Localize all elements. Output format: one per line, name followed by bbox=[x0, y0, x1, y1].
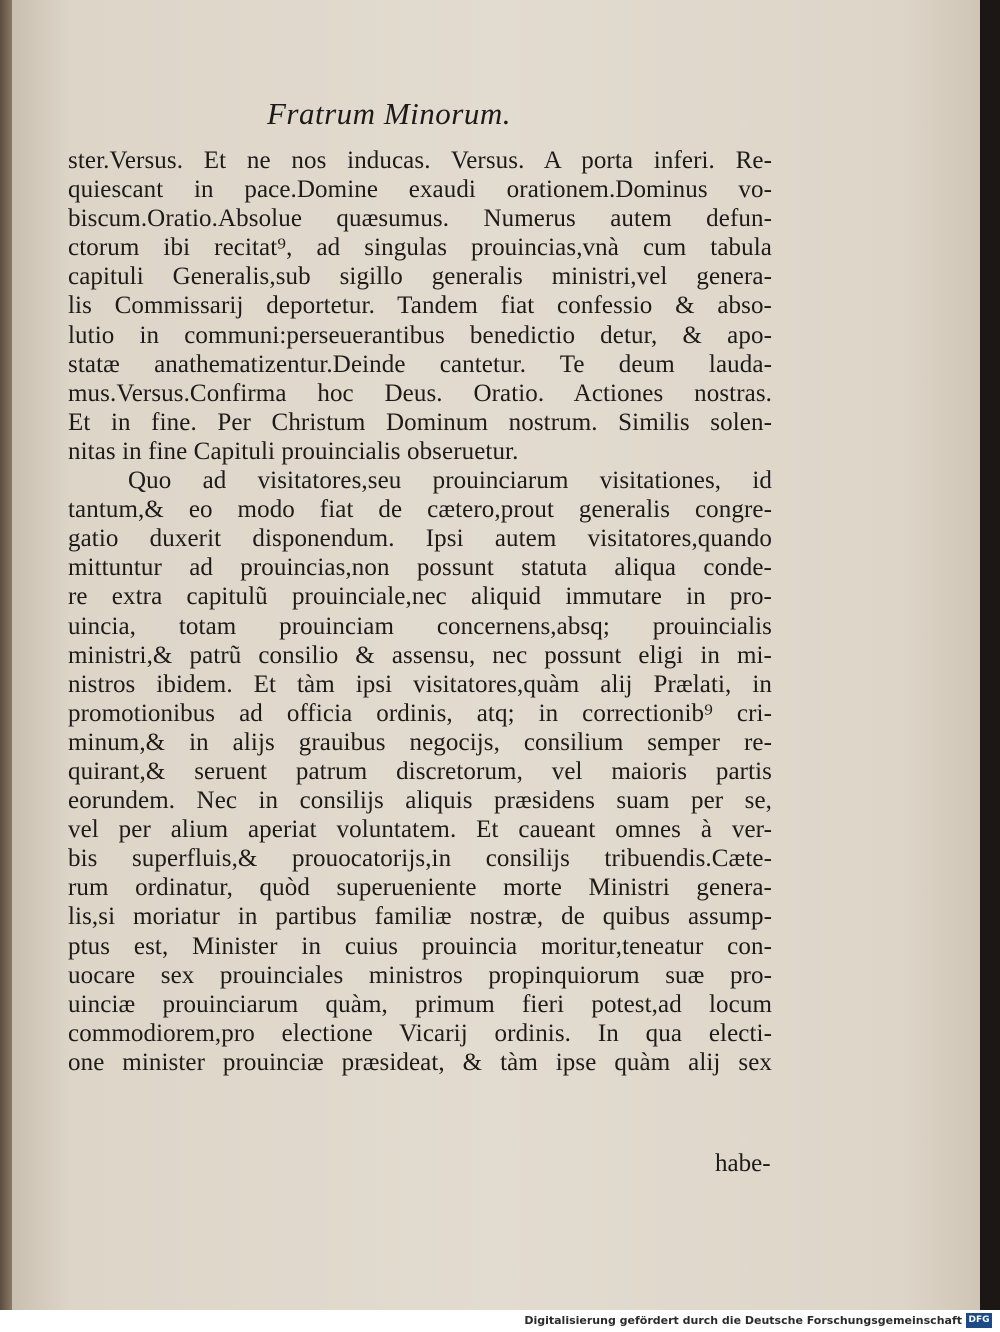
text-line: uincia, totam prouinciam concernens,absq; prouincialis bbox=[68, 612, 772, 640]
text-line: statæ anathematizentur.Deinde cantetur. Te deum lauda- bbox=[68, 350, 772, 378]
text-line: ministri,& patrũ consilio & assensu, nec possunt eligi in mi- bbox=[68, 641, 772, 669]
text-line: capituli Generalis,sub sigillo generalis ministri,vel genera- bbox=[68, 263, 772, 291]
text-line: vel per alium aperiat voluntatem. Et caueant omnes à ver- bbox=[68, 816, 772, 844]
text-line: quiescant in pace.Domine exaudi orationem.Dominus vo- bbox=[68, 176, 772, 204]
text-line: bis superfluis,& prouocatorijs,in consilijs tribuendis.Cæte- bbox=[68, 845, 772, 873]
book-page bbox=[12, 0, 980, 1310]
text-line: ster.Versus. Et ne nos inducas. Versus. A porta inferi. Re- bbox=[68, 147, 772, 174]
text-line: uocare sex prouinciales ministros propinquiorum suæ pro- bbox=[68, 961, 772, 989]
text-line: biscum.Oratio.Absolue quæsumus. Numerus autem defun- bbox=[68, 205, 772, 233]
text-line: minum,& in alijs grauibus negocijs, consilium semper re- bbox=[68, 728, 772, 756]
text-line: quirant,& seruent patrum discretorum, vel maioris partis bbox=[68, 757, 772, 785]
catchword: habe- bbox=[715, 1150, 771, 1177]
text-line: Et in fine. Per Christum Dominum nostrum. Similis solen- bbox=[68, 408, 772, 436]
footer-credit: Digitalisierung gefördert durch die Deutsche Forschungsgemeinschaft bbox=[524, 1314, 962, 1327]
text-line: ptus est, Minister in cuius prouincia moritur,teneatur con- bbox=[68, 932, 772, 960]
text-line: lutio in communi:perseuerantibus benedictio detur, & apo- bbox=[68, 321, 772, 349]
text-line: eorundem. Nec in consilijs aliquis præsidens suam per se, bbox=[68, 787, 772, 815]
text-line: nistros ibidem. Et tàm ipsi visitatores,quàm alij Prælati, in bbox=[68, 670, 772, 698]
book-gutter bbox=[0, 0, 12, 1310]
text-line: re extra capitulũ prouinciale,nec aliquid immutare in pro- bbox=[68, 583, 772, 611]
text-line: mus.Versus.Confirma hoc Deus. Oratio. Actiones nostras. bbox=[68, 379, 772, 407]
scan-border bbox=[980, 0, 1000, 1310]
page-body bbox=[68, 146, 772, 1077]
text-line: promotionibus ad officia ordinis, atq; in correctionib⁹ cri- bbox=[68, 699, 772, 727]
text-line: uinciæ prouinciarum quàm, primum fieri potest,ad locum bbox=[68, 990, 772, 1018]
text-line: ctorum ibi recitat⁹, ad singulas prouincias,vnà cum tabula bbox=[68, 234, 772, 262]
text-line: commodiorem,pro electione Vicarij ordinis. In qua electi- bbox=[68, 1019, 772, 1047]
text-line: one minister prouinciæ præsideat, & tàm ipse quàm alij sex bbox=[68, 1048, 772, 1076]
text-line: mittuntur ad prouincias,non possunt statuta aliqua conde- bbox=[68, 554, 772, 582]
running-title: Fratrum Minorum. bbox=[267, 96, 511, 131]
text-line: lis,si moriatur in partibus familiæ nostræ, de quibus assump- bbox=[68, 903, 772, 931]
text-line: gatio duxerit disponendum. Ipsi autem visitatores,quando bbox=[68, 525, 772, 553]
text-line: nitas in fine Capituli prouincialis obseruetur. bbox=[68, 437, 519, 465]
text-line: lis Commissarij deportetur. Tandem fiat confessio & abso- bbox=[68, 292, 772, 320]
text-line: rum ordinatur, quòd superueniente morte Ministri genera- bbox=[68, 874, 772, 902]
dfg-logo-icon: DFG bbox=[966, 1313, 992, 1328]
text-line: Quo ad visitatores,seu prouinciarum visitationes, id bbox=[128, 467, 772, 495]
footer-bar bbox=[0, 1310, 1000, 1332]
text-line: tantum,& eo modo fiat de cætero,prout generalis congre- bbox=[68, 496, 772, 524]
